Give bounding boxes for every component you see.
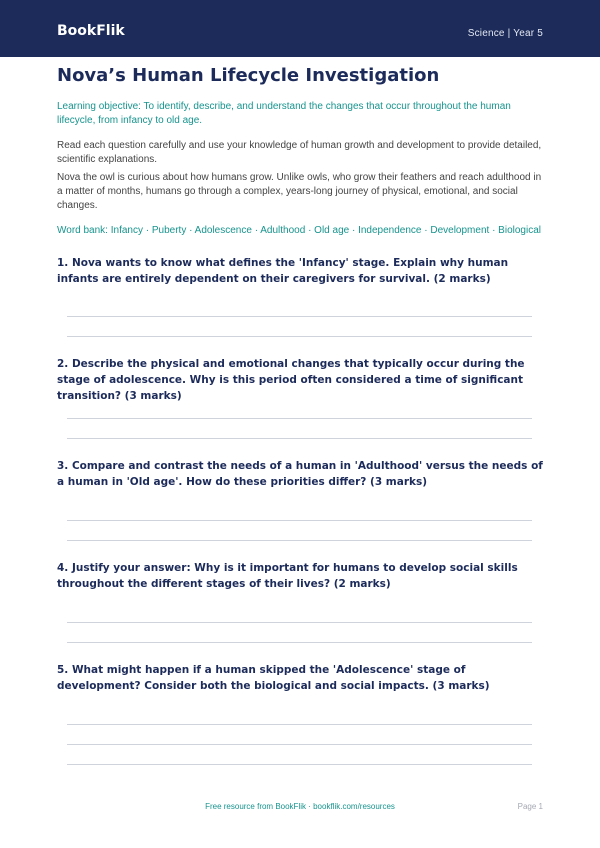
answer-line[interactable] <box>67 520 532 521</box>
page-number: Page 1 <box>517 802 543 811</box>
answer-line[interactable] <box>67 316 532 317</box>
question-3: 3. Compare and contrast the needs of a human in 'Adulthood' versus the needs of a human in 'Old age'. How do these priorities differ? (3 marks) <box>57 460 543 488</box>
answer-line[interactable] <box>67 744 532 745</box>
answer-line[interactable] <box>67 642 532 643</box>
page-header <box>0 0 600 57</box>
intro-paragraph-1: Read each question carefully and use your knowledge of human growth and development to provide detailed, scientific explanations. <box>57 140 542 165</box>
footer-resource-link[interactable]: Free resource from BookFlik · bookflik.com/resources <box>205 802 395 811</box>
worksheet-title: Nova’s Human Lifecycle Investigation <box>57 65 440 86</box>
answer-line[interactable] <box>67 540 532 541</box>
answer-line[interactable] <box>67 724 532 725</box>
answer-line[interactable] <box>67 764 532 765</box>
word-bank: Word bank: Infancy · Puberty · Adolescence · Adulthood · Old age · Independence · Development · Biological <box>57 225 541 236</box>
answer-line[interactable] <box>67 622 532 623</box>
question-1: 1. Nova wants to know what defines the 'Infancy' stage. Explain why human infants are entirely dependent on their caregivers for survival. (2 marks) <box>57 257 509 285</box>
answer-line[interactable] <box>67 336 532 337</box>
brand-logo: BookFlik <box>57 23 125 39</box>
subject-year-label: Science | Year 5 <box>467 28 543 39</box>
answer-line[interactable] <box>67 438 532 439</box>
learning-objective: Learning objective: To identify, describe, and understand the changes that occur throughout the human lifecycle, from infancy to old age. <box>57 101 511 126</box>
answer-line[interactable] <box>67 418 532 419</box>
question-2: 2. Describe the physical and emotional changes that typically occur during the stage of adolescence. Why is this period often considered a time of significant transition? (3 marks) <box>57 358 525 402</box>
intro-paragraph-2: Nova the owl is curious about how humans grow. Unlike owls, who grow their feathers and reach adulthood in a matter of months, humans go through a complex, years-long journey of physical, emotional, and social changes. <box>57 172 542 211</box>
question-4: 4. Justify your answer: Why is it important for humans to develop social skills throughout the different stages of their lives? (2 marks) <box>57 562 518 590</box>
question-5: 5. What might happen if a human skipped the 'Adolescence' stage of development? Consider both the biological and social impacts. (3 marks) <box>57 664 490 692</box>
